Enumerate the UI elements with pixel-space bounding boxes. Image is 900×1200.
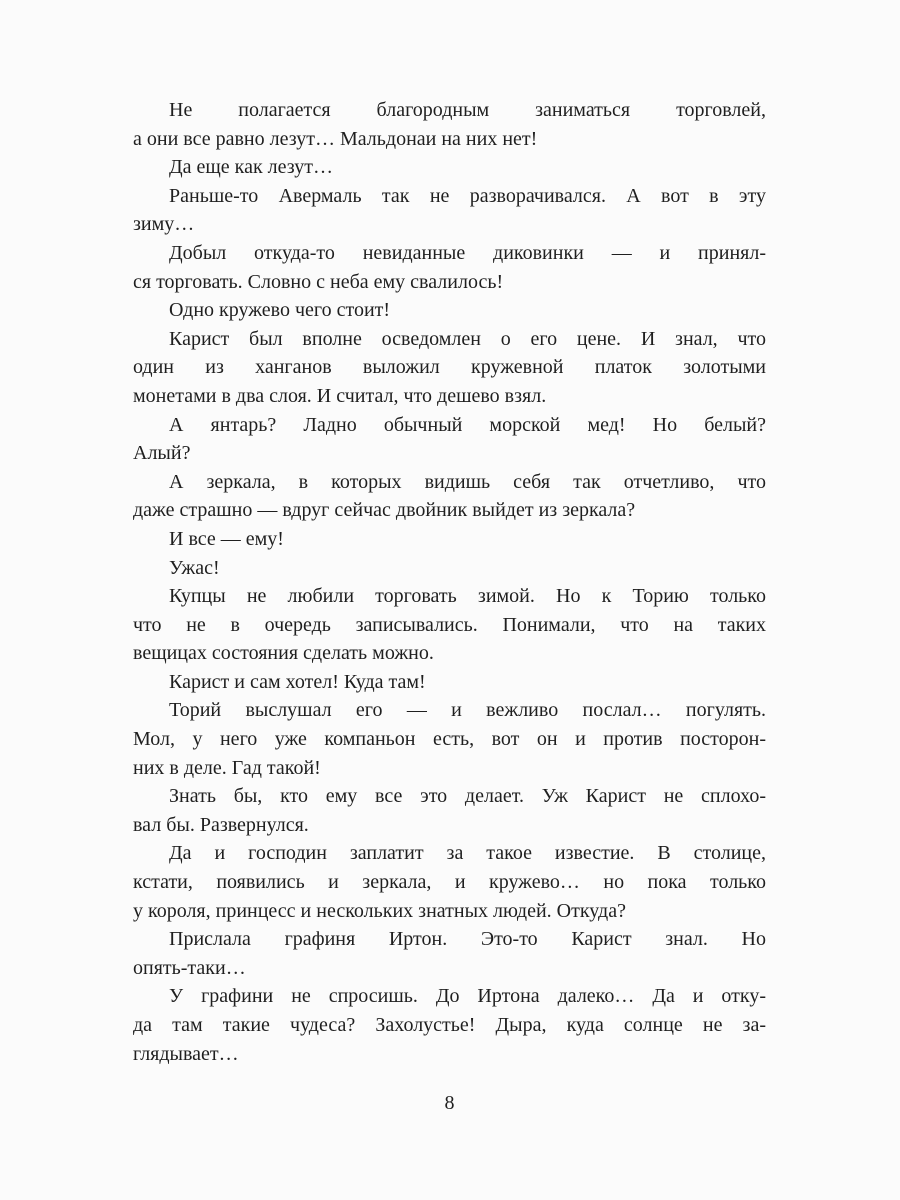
text-line: Раньше-то Авермаль так не разворачивался. А вот в эту	[169, 184, 766, 207]
text-line: И все — ему!	[169, 527, 284, 550]
text-line: Торий выслушал его — и вежливо послал… погулять.	[169, 699, 766, 722]
text-line: вал бы. Развернулся.	[133, 813, 309, 836]
text-line: вещицах состояния сделать можно.	[133, 642, 434, 665]
paragraph	[133, 925, 766, 982]
paragraph	[133, 839, 766, 925]
text-line: Добыл откуда-то невиданные диковинки — и принял-	[169, 241, 766, 264]
text-line: Прислала графиня Иртон. Это-то Карист знал. Но	[169, 928, 766, 951]
paragraph	[133, 982, 766, 1068]
text-line: ся торговать. Словно с неба ему свалилось!	[133, 270, 504, 293]
paragraph	[133, 468, 766, 525]
text-line: Мол, у него уже компаньон есть, вот он и против посторон-	[133, 728, 766, 751]
paragraph	[133, 696, 766, 782]
paragraph	[133, 239, 766, 296]
paragraph	[133, 325, 766, 411]
text-line: А зеркала, в которых видишь себя так отчетливо, что	[169, 470, 766, 493]
text-line: а они все равно лезут… Мальдонаи на них нет!	[133, 127, 538, 150]
text-line: А янтарь? Ладно обычный морской мед! Но белый?	[169, 413, 766, 436]
text-line: что не в очередь записывались. Понимали, что на таких	[133, 613, 766, 636]
text-line: даже страшно — вдруг сейчас двойник выйдет из зеркала?	[133, 499, 636, 522]
text-line: монетами в два слоя. И считал, что дешево взял.	[133, 384, 547, 407]
text-line: Карист был вполне осведомлен о его цене. И знал, что	[169, 327, 766, 350]
text-block	[133, 96, 766, 1068]
text-line: кстати, появились и зеркала, и кружево… но пока только	[133, 871, 766, 894]
text-line: у короля, принцесс и нескольких знатных людей. Откуда?	[133, 899, 626, 922]
text-line: Да и господин заплатит за такое известие. В столице,	[169, 842, 766, 865]
text-line: Одно кружево чего стоит!	[169, 299, 391, 322]
text-line: один из ханганов выложил кружевной платок золотыми	[133, 356, 766, 379]
text-line: глядывает…	[133, 1042, 239, 1065]
text-line: зиму…	[133, 213, 195, 236]
text-line: Не полагается благородным заниматься торговлей,	[169, 99, 766, 121]
paragraph	[133, 525, 766, 554]
text-line: да там такие чудеса? Захолустье! Дыра, куда солнце не за-	[133, 1014, 766, 1036]
paragraph	[133, 582, 766, 668]
text-line: опять-таки…	[133, 956, 246, 979]
paragraph	[133, 153, 766, 182]
text-line: Знать бы, кто ему все это делает. Уж Карист не сплохо-	[169, 785, 766, 808]
page-number: 8	[444, 1092, 455, 1114]
text-line: Карист и сам хотел! Куда там!	[169, 670, 426, 693]
text-line: Ужас!	[169, 556, 220, 579]
text-line: У графини не спросишь. До Иртона далеко… Да и отку-	[169, 985, 766, 1008]
paragraph	[133, 554, 766, 583]
text-line: них в деле. Гад такой!	[133, 756, 321, 779]
paragraph	[133, 668, 766, 697]
text-line: Да еще как лезут…	[169, 156, 334, 179]
paragraph	[133, 296, 766, 325]
paragraph	[133, 782, 766, 839]
text-line: Алый?	[133, 442, 191, 465]
paragraph	[133, 96, 766, 153]
text-line: Купцы не любили торговать зимой. Но к Торию только	[169, 585, 766, 608]
paragraph	[133, 182, 766, 239]
paragraph	[133, 411, 766, 468]
